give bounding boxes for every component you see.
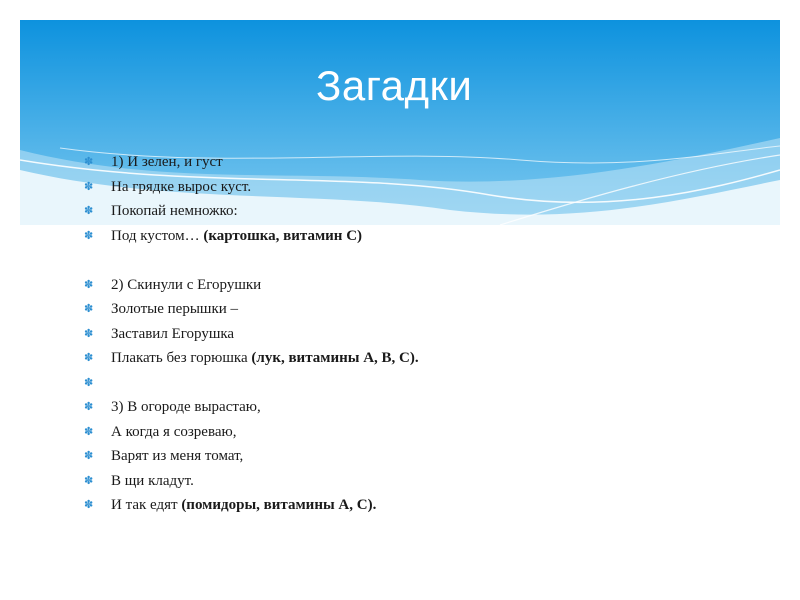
bullet-icon: ✽ — [84, 326, 94, 340]
riddle-text: Заставил Егорушка — [111, 325, 235, 342]
riddle-text: На грядке вырос куст. — [111, 178, 252, 195]
riddle-text: Покопай немножко: — [111, 203, 238, 219]
riddle-text: 3) В огороде вырастаю, — [111, 399, 261, 415]
riddle-line — [84, 273, 764, 298]
riddle-text: И так едят — [111, 497, 182, 513]
riddle-line — [84, 493, 764, 518]
riddle-line — [84, 199, 764, 224]
bullet-icon: ✽ — [84, 302, 94, 315]
bullet-icon: ✽ — [84, 179, 94, 193]
riddle-text: Варят из меня томат, — [111, 448, 244, 464]
bullet-icon: ✽ — [84, 351, 94, 364]
riddle-text: 1) И зелен, и густ — [111, 154, 223, 170]
riddle-line — [84, 175, 764, 200]
riddle-line — [84, 297, 764, 322]
riddle-text: В щи кладут. — [111, 472, 194, 489]
riddle-line — [84, 346, 764, 371]
riddle-answer: (лук, витамины А, В, С). — [251, 350, 419, 366]
bullet-icon: ✽ — [84, 204, 94, 217]
riddle-text: Плакать без горюшка — [111, 350, 252, 366]
riddle-line — [84, 420, 764, 445]
riddle-line — [84, 469, 764, 494]
bullet-icon: ✽ — [84, 400, 94, 413]
riddle-text: Под кустом… — [111, 227, 204, 244]
riddle-line — [84, 224, 764, 249]
slide-title: Загадки — [316, 62, 473, 109]
bullet-icon: ✽ — [84, 375, 94, 389]
riddle-answer: (картошка, витамин С) — [203, 227, 363, 244]
riddle-text: А когда я созреваю, — [111, 423, 237, 440]
bullet-icon: ✽ — [84, 228, 94, 242]
bullet-icon: ✽ — [84, 277, 94, 291]
riddle-list — [84, 150, 764, 518]
riddle-line — [84, 322, 764, 347]
bullet-icon: ✽ — [84, 473, 94, 487]
bullet-icon: ✽ — [84, 449, 94, 462]
riddle-text: 2) Скинули с Егорушки — [111, 276, 262, 293]
riddle-line — [84, 371, 764, 396]
riddle-line — [84, 395, 764, 420]
riddle-line — [84, 150, 764, 175]
blank-line — [84, 248, 764, 273]
bullet-icon: ✽ — [84, 424, 94, 438]
bullet-icon: ✽ — [84, 155, 94, 168]
riddle-text: Золотые перышки – — [111, 301, 239, 317]
riddle-line — [84, 444, 764, 469]
riddle-answer: (помидоры, витамины А, С). — [181, 497, 377, 513]
bullet-icon: ✽ — [84, 498, 94, 511]
